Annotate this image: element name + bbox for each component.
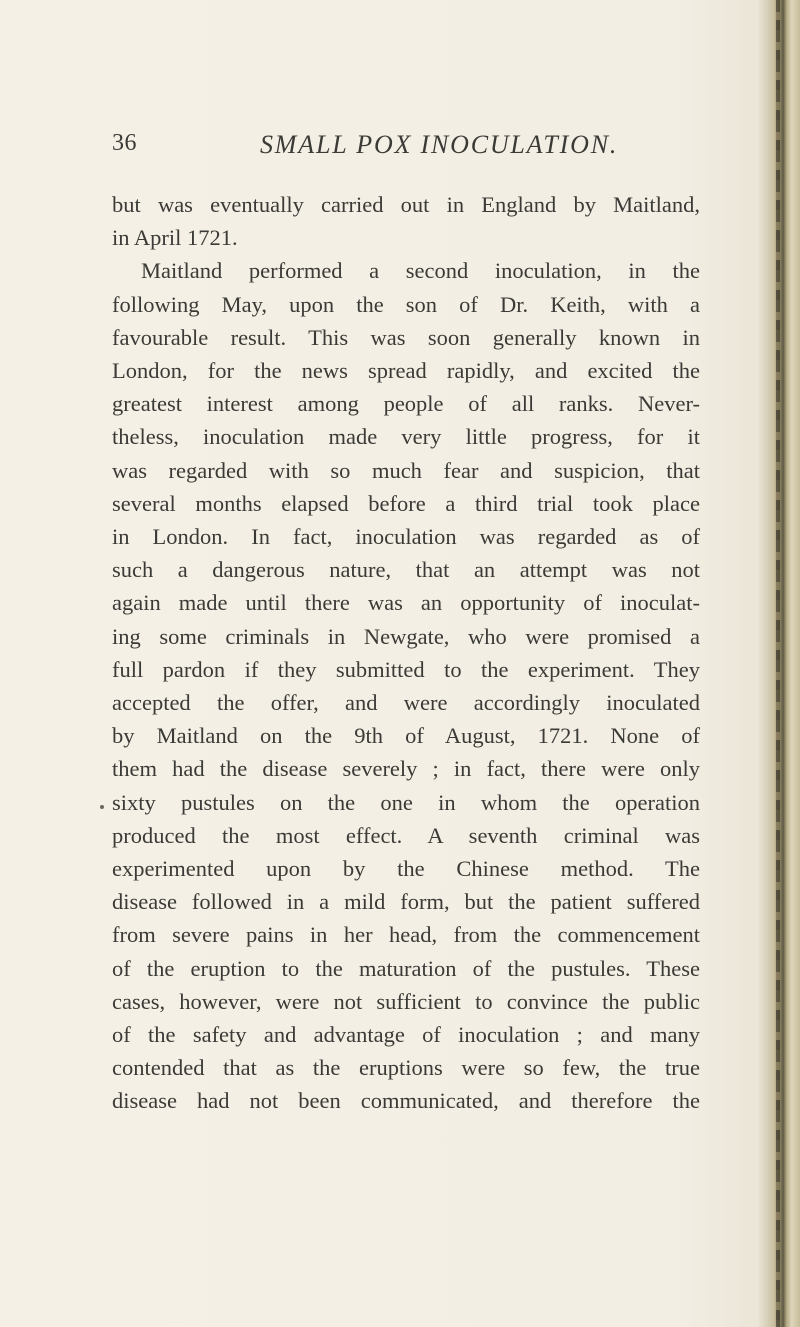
text-line: ing some criminals in Newgate, who were promised a — [112, 623, 700, 649]
text-line: disease had not been communicated, and therefore the — [112, 1088, 700, 1114]
text-line: by Maitland on the 9th of August, 1721. None of — [112, 723, 700, 749]
text-line: but was eventually carried out in England by Maitland, — [112, 192, 700, 217]
text-line: cases, however, were not sufficient to convince the public — [112, 988, 700, 1014]
text-line: from severe pains in her head, from the commencement — [112, 922, 700, 948]
margin-mark — [100, 805, 104, 809]
text-line: such a dangerous nature, that an attempt was not — [112, 557, 700, 583]
page-number: 36 — [112, 130, 137, 156]
text-line: was regarded with so much fear and suspicion, that — [112, 457, 700, 483]
text-line: Maitland performed a second inoculation, in the — [141, 258, 700, 284]
text-line: London, for the news spread rapidly, and excited the — [112, 358, 700, 384]
text-line: favourable result. This was soon generally known in — [112, 324, 700, 350]
text-line: produced the most effect. A seventh criminal was — [112, 822, 700, 848]
text-line: contended that as the eruptions were so few, the true — [112, 1055, 700, 1081]
text-line: greatest interest among people of all ranks. Never- — [112, 391, 700, 417]
text-line: accepted the offer, and were accordingly inoculated — [112, 690, 700, 716]
text-line: several months elapsed before a third trial took place — [112, 490, 700, 516]
text-line: sixty pustules on the one in whom the operation — [112, 789, 700, 815]
text-line: experimented upon by the Chinese method. The — [112, 856, 700, 882]
text-line: of the eruption to the maturation of the pustules. These — [112, 955, 700, 981]
text-line: in April 1721. — [112, 225, 238, 251]
text-line: theless, inoculation made very little progress, for it — [112, 424, 700, 450]
running-head: SMALL POX INOCULATION. — [260, 130, 619, 159]
text-line: of the safety and advantage of inoculation ; and many — [112, 1022, 700, 1048]
text-line: full pardon if they submitted to the experiment. They — [112, 656, 700, 682]
text-line: them had the disease severely ; in fact, there were only — [112, 756, 700, 782]
text-line: again made until there was an opportunity of inoculat- — [112, 590, 700, 616]
book-binding-edge — [758, 0, 800, 1327]
text-line: following May, upon the son of Dr. Keith, with a — [112, 291, 700, 317]
body-text — [112, 188, 700, 1118]
text-line: in London. In fact, inoculation was regarded as of — [112, 524, 700, 550]
text-line: disease followed in a mild form, but the patient suffered — [112, 889, 700, 915]
page-header — [112, 130, 736, 170]
